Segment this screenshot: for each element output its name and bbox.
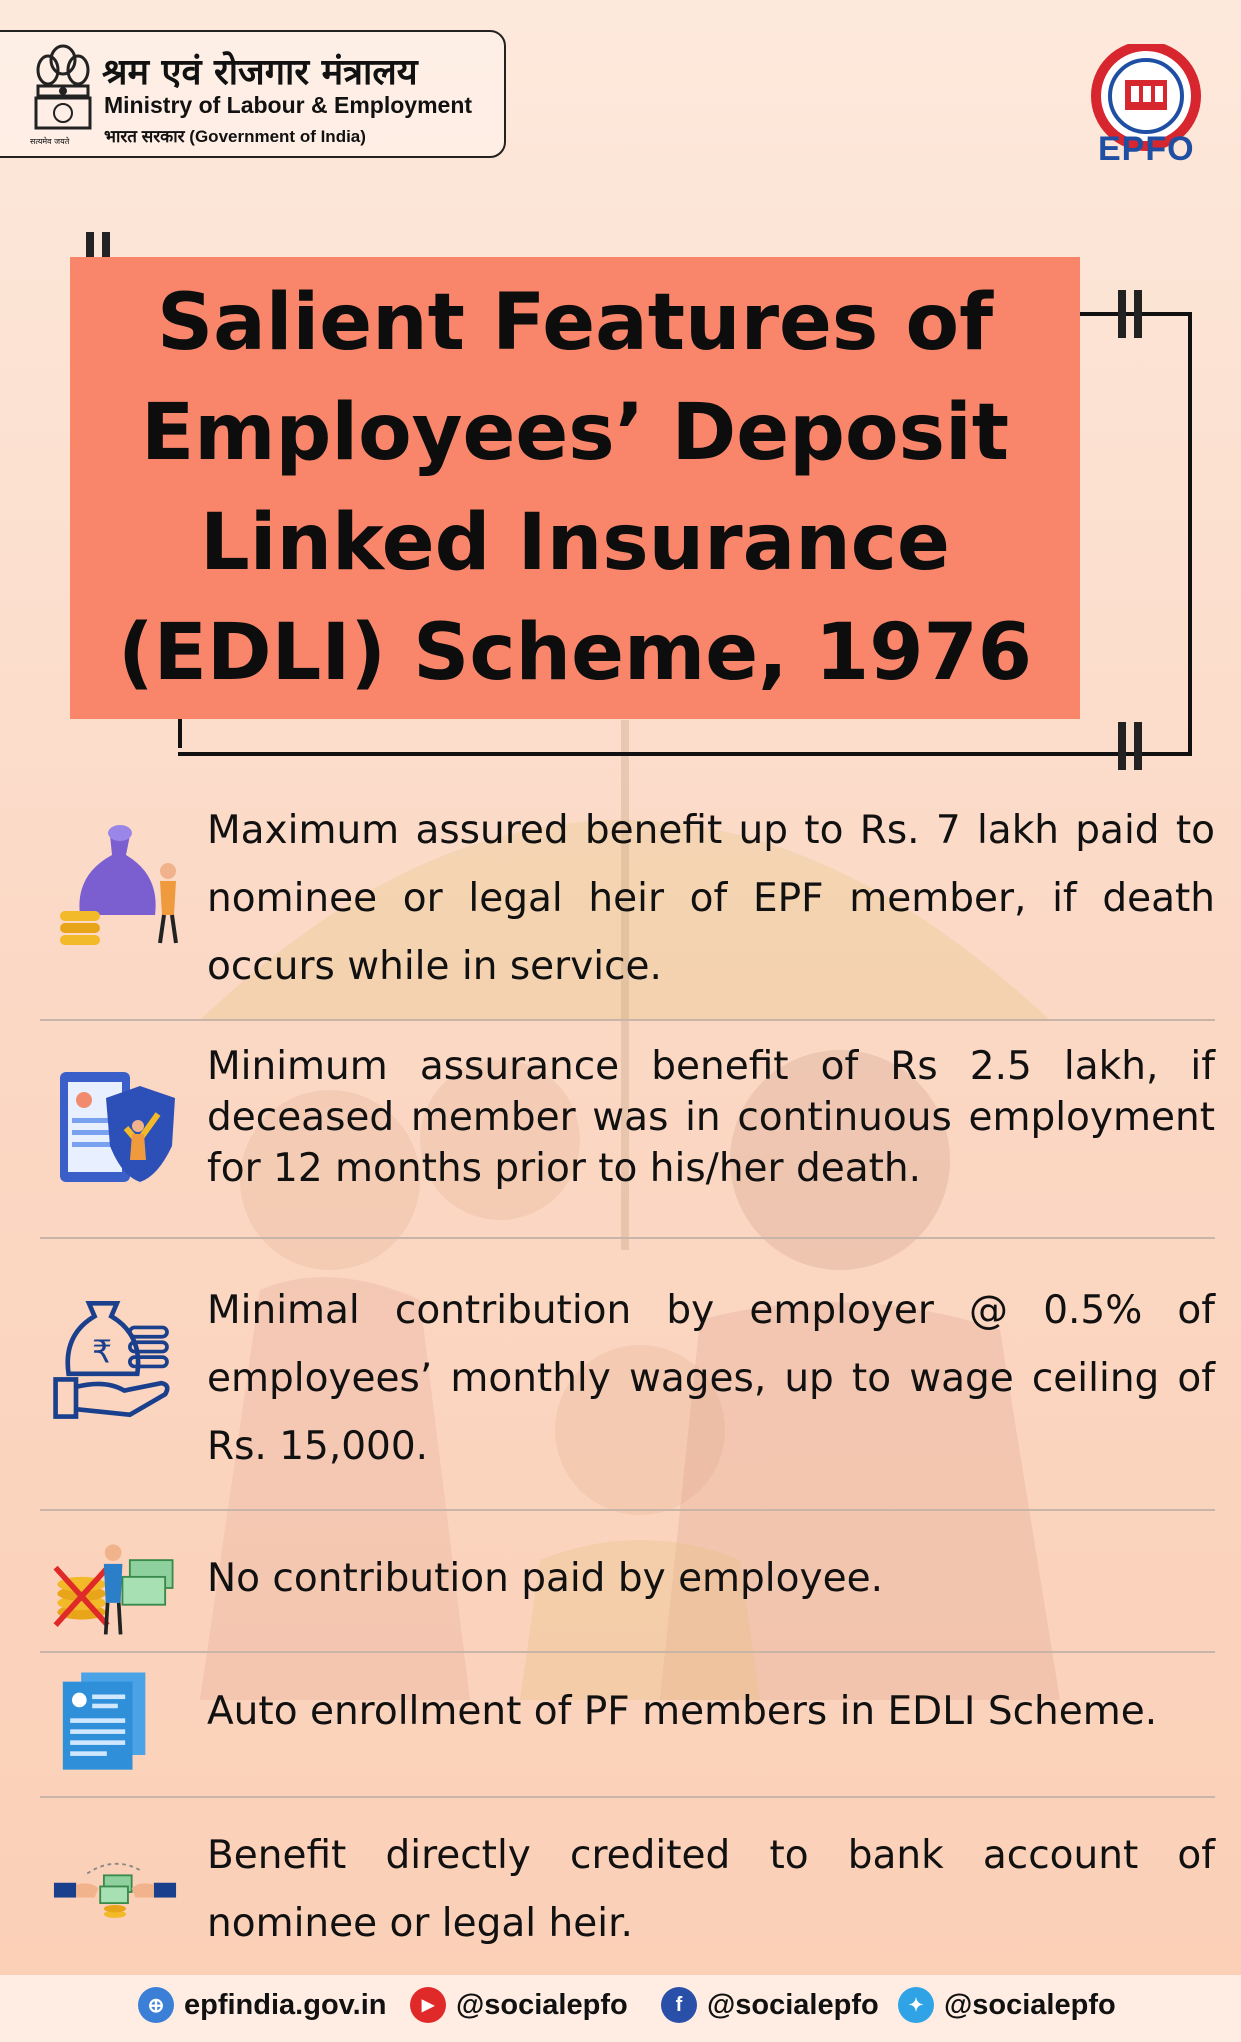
decor-bar (1118, 290, 1126, 338)
decor-bar (1134, 722, 1142, 770)
twitter-link[interactable] (898, 1987, 1116, 2023)
no-payment-icon (50, 1532, 180, 1644)
government-of-india-label: भारत सरकार (Government of India) (104, 127, 366, 146)
twitter-handle: @socialepfo (944, 1988, 1116, 2021)
page-title (118, 268, 1032, 708)
facebook-icon: f (661, 1987, 697, 2023)
feature-text: Minimal contribution by employer @ 0.5% of employees’ monthly wages, up to wage ceiling of Rs. 15,000. (207, 1288, 1215, 1469)
title-line: Salient Features of (156, 278, 994, 368)
divider (40, 1237, 1215, 1239)
feature-text: Auto enrollment of PF members in EDLI Scheme. (207, 1689, 1158, 1734)
feature-item (40, 1800, 1215, 1960)
ministry-hindi-title: श्रम एवं रोजगार मंत्रालय (102, 52, 418, 93)
ministry-english-title: Ministry of Labour & Employment (104, 92, 473, 118)
ministry-badge (0, 30, 506, 158)
feature-text: Minimum assurance benefit of Rs 2.5 lakh, if deceased member was in continuous employment for 12 months prior to his/her death. (207, 1044, 1215, 1191)
youtube-handle: @socialepfo (456, 1988, 628, 2021)
globe-icon: ⊕ (138, 1987, 174, 2023)
title-line: (EDLI) Scheme, 1976 (117, 608, 1033, 698)
enrollment-form-icon (50, 1667, 160, 1777)
facebook-link[interactable] (661, 1987, 879, 2023)
youtube-icon: ▶ (410, 1987, 446, 2023)
emblem-motto: सत्यमेव जयते (30, 137, 70, 146)
twitter-icon: ✦ (898, 1987, 934, 2023)
feature-text: Benefit directly credited to bank account of nominee or legal heir. (207, 1833, 1215, 1946)
money-bag-icon (50, 815, 190, 955)
title-line: Employees’ Deposit (140, 388, 1010, 478)
feature-item (40, 1036, 1215, 1226)
title-line: Linked Insurance (200, 498, 950, 588)
rupee-hand-icon (50, 1294, 180, 1424)
footer (0, 1975, 1241, 2042)
feature-item (40, 795, 1215, 1000)
title-box (70, 257, 1080, 719)
divider (40, 1651, 1215, 1653)
divider (40, 1796, 1215, 1798)
decor-bar (1134, 290, 1142, 338)
feature-item (40, 1272, 1215, 1472)
feature-item (40, 1665, 1215, 1790)
youtube-link[interactable] (410, 1987, 628, 2023)
website-text: epfindia.gov.in (184, 1988, 387, 2021)
feature-item (40, 1520, 1215, 1650)
decor-bar (1118, 722, 1126, 770)
insurance-shield-icon (50, 1056, 190, 1196)
national-emblem-icon (28, 40, 98, 150)
facebook-handle: @socialepfo (707, 1988, 879, 2021)
divider (40, 1509, 1215, 1511)
svg-text:₹: ₹ (91, 1334, 113, 1371)
website-link[interactable] (138, 1987, 386, 2023)
feature-text: Maximum assured benefit up to Rs. 7 lakh paid to nominee or legal heir of EPF member, if death occurs while in service. (207, 808, 1215, 989)
divider (40, 1019, 1215, 1021)
epfo-brand-text: EPFO (1098, 130, 1195, 168)
money-transfer-icon (50, 1855, 180, 1929)
feature-text: No contribution paid by employee. (207, 1556, 883, 1601)
